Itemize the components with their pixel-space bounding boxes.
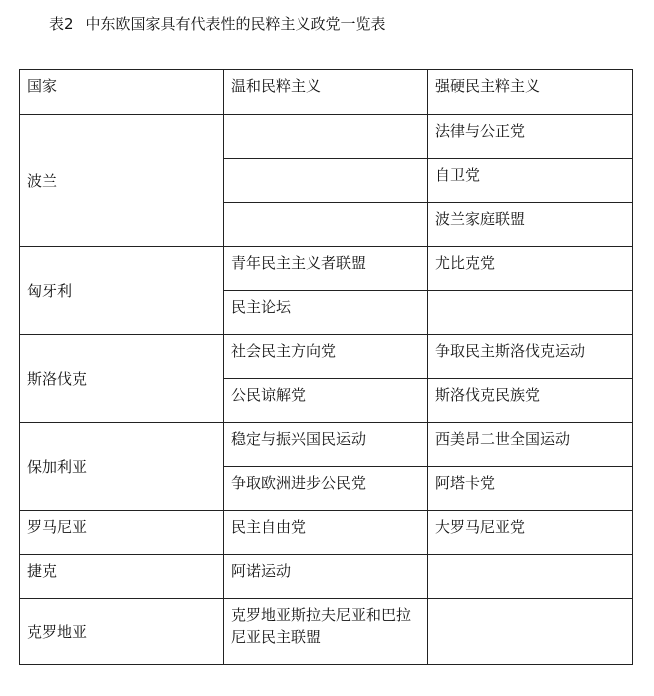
caption-number: 表2 xyxy=(49,15,74,33)
country-cell-slovakia: 斯洛伐克 xyxy=(20,335,224,423)
header-hardline: 强硬民主粹主义 xyxy=(428,70,633,115)
table-row xyxy=(20,115,633,159)
table-row xyxy=(20,423,633,467)
hardline-cell-empty xyxy=(428,555,633,599)
country-cell-czech: 捷克 xyxy=(20,555,224,599)
moderate-cell: 民主论坛 xyxy=(224,291,428,335)
hardline-cell: 波兰家庭联盟 xyxy=(428,203,633,247)
table-row xyxy=(20,247,633,291)
table-row xyxy=(20,599,633,665)
hardline-cell: 大罗马尼亚党 xyxy=(428,511,633,555)
populist-party-table xyxy=(19,69,633,665)
hardline-cell: 尤比克党 xyxy=(428,247,633,291)
table-row xyxy=(20,511,633,555)
moderate-cell-empty xyxy=(224,115,428,159)
caption-title: 中东欧国家具有代表性的民粹主义政党一览表 xyxy=(85,15,386,33)
table-header-row xyxy=(20,70,633,115)
country-cell-croatia: 克罗地亚 xyxy=(20,599,224,665)
moderate-cell: 稳定与振兴国民运动 xyxy=(224,423,428,467)
hardline-cell: 斯洛伐克民族党 xyxy=(428,379,633,423)
moderate-cell: 阿诺运动 xyxy=(224,555,428,599)
hardline-cell: 阿塔卡党 xyxy=(428,467,633,511)
table-row xyxy=(20,335,633,379)
moderate-cell: 社会民主方向党 xyxy=(224,335,428,379)
moderate-cell: 克罗地亚斯拉夫尼亚和巴拉尼亚民主联盟 xyxy=(224,599,428,665)
hardline-cell: 争取民主斯洛伐克运动 xyxy=(428,335,633,379)
hardline-cell: 西美昂二世全国运动 xyxy=(428,423,633,467)
moderate-cell: 民主自由党 xyxy=(224,511,428,555)
moderate-cell: 争取欧洲进步公民党 xyxy=(224,467,428,511)
hardline-cell-empty xyxy=(428,599,633,665)
moderate-cell: 公民谅解党 xyxy=(224,379,428,423)
country-cell-romania: 罗马尼亚 xyxy=(20,511,224,555)
moderate-cell-empty xyxy=(224,159,428,203)
table-row xyxy=(20,555,633,599)
table-caption xyxy=(49,14,386,34)
country-cell-poland: 波兰 xyxy=(20,115,224,247)
header-moderate: 温和民粹主义 xyxy=(224,70,428,115)
hardline-cell-empty xyxy=(428,291,633,335)
hardline-cell: 法律与公正党 xyxy=(428,115,633,159)
country-cell-hungary: 匈牙利 xyxy=(20,247,224,335)
moderate-cell: 青年民主主义者联盟 xyxy=(224,247,428,291)
moderate-cell-empty xyxy=(224,203,428,247)
header-country: 国家 xyxy=(20,70,224,115)
hardline-cell: 自卫党 xyxy=(428,159,633,203)
country-cell-bulgaria: 保加利亚 xyxy=(20,423,224,511)
